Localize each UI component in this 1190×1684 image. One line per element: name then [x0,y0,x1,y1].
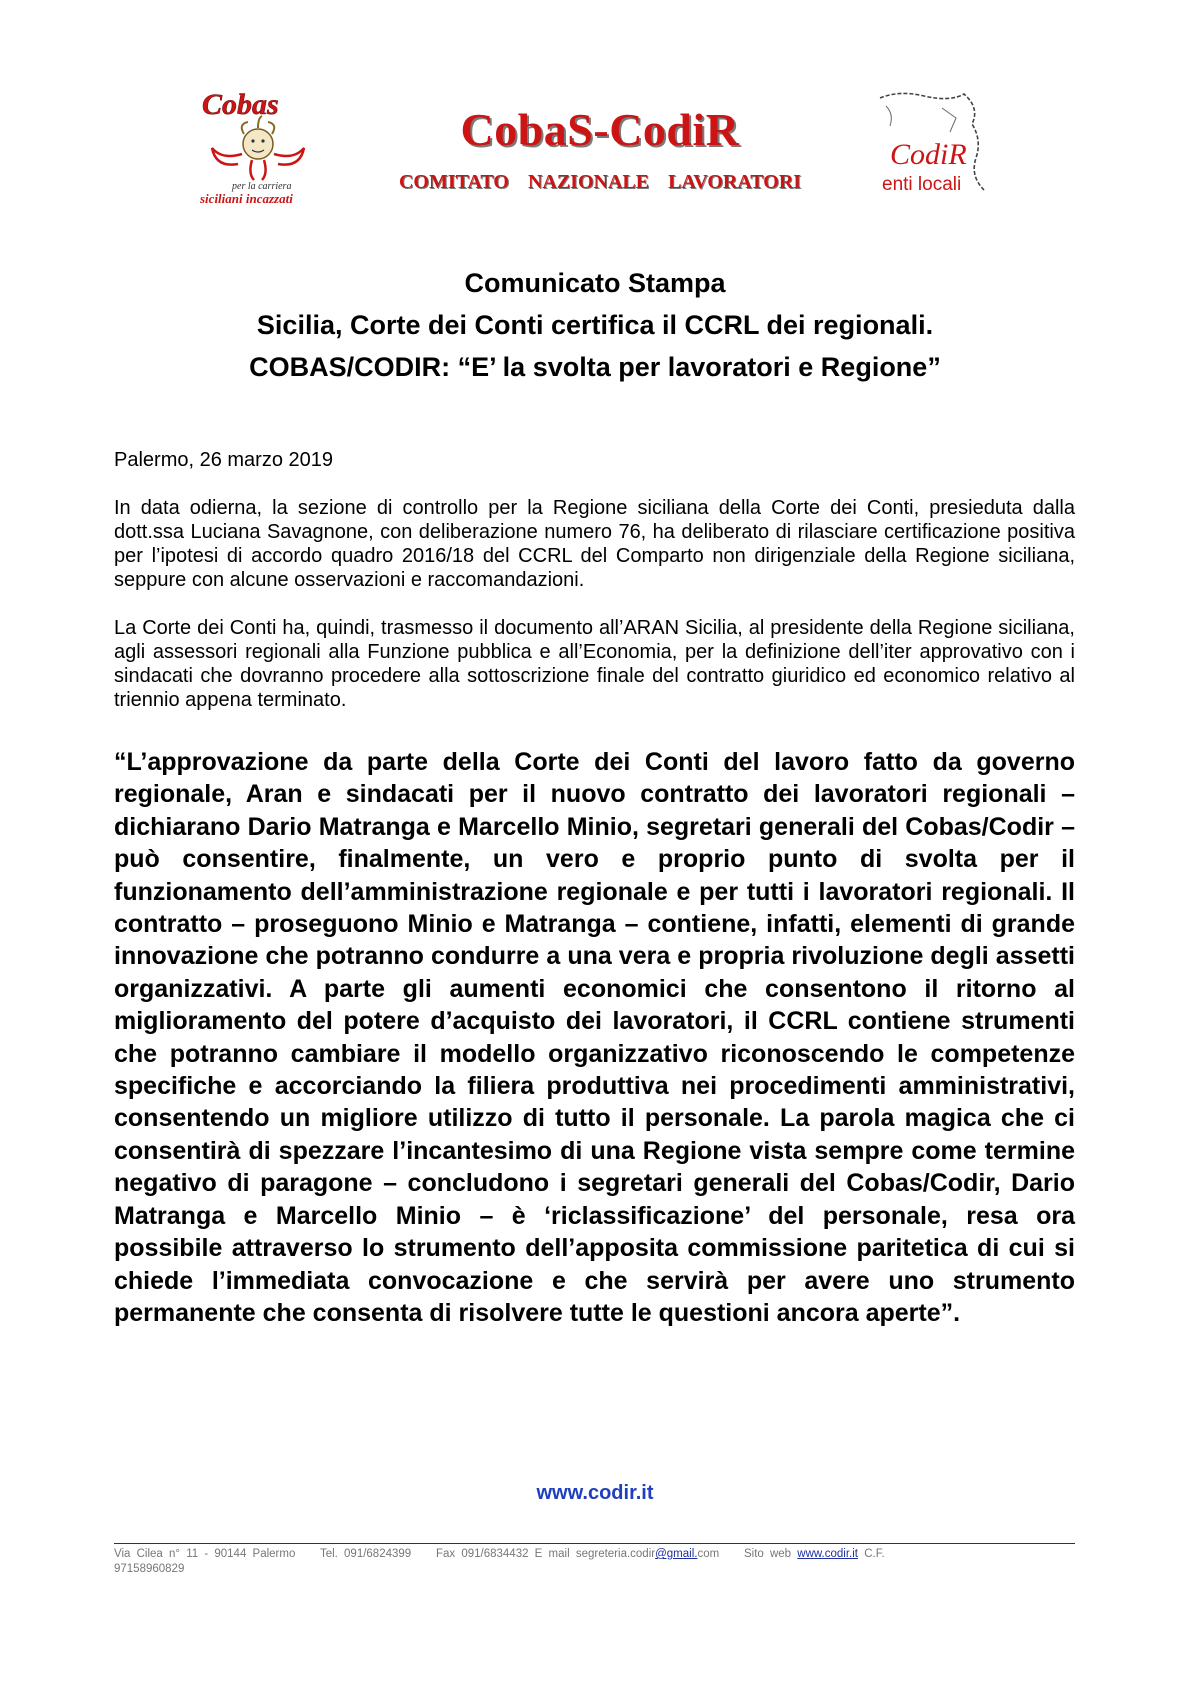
title-line-1: Comunicato Stampa [464,268,726,298]
document-body [114,448,1075,1329]
press-release-title [100,262,1090,388]
quote-paragraph: “L’approvazione da parte della Corte dei Conti del lavoro fatto da governo regionale, Aran e sindacati per il nuovo contratto dei lavoratori regionali – dichiarano Dario Matranga e Marcello Minio, segretari generali del Cobas/Codir – può consentire, finalmente, un vero e proprio punto di svolta per il funzionamento dell’amministrazione regionale e per tutti i lavoratori regionali. Il contratto – proseguono Minio e Matranga – contiene, infatti, elementi di grande innovazione che potranno condurre a una vera e propria rivoluzione degli assetti organizzativi. A parte gli aumenti economici che consentono il ritorno al miglioramento del potere d’acquisto dei lavoratori, il CCRL contiene strumenti che potranno cambiare il modello organizzativo riconoscendo le competenze specifiche e accorciando la filiera produttiva nei procedimenti amministrativi, consentendo un migliore utilizzo di tutto il personale. La parola magica che ci consentirà di spezzare l’incantesimo di una Regione vista sempre come termine negativo di paragone – concludono i segretari generali del Cobas/Codir, Dario Matranga e Marcello Minio – è ‘riclassificazione’ del personale, resa ora possibile attraverso lo strumento dell’apposita commissione paritetica di cui si chiede l’immediata convocazione e che servirà per avere uno strumento permanente che consenta di risolvere tutte le questioni ancora aperte”. [114,748,1075,1327]
footer-tel: Tel. 091/6824399 [319,1548,412,1560]
footer-cf-label: C.F. [864,1548,885,1560]
codir-logo-subtext: enti locali [882,174,962,195]
footer-email-link[interactable]: @gmail. [655,1548,698,1560]
footer-fax-email: Fax 091/6834432 E mail segreteria.codir [435,1548,656,1560]
letterhead [0,0,1190,230]
org-subtitle: COMITATO NAZIONALE LAVORATORI [398,171,802,193]
cobas-logo-line1: per la carriera [232,181,292,192]
paragraph-1: In data odierna, la sezione di controllo per la Regione siciliana della Corte dei Conti, presieduta dalla dott.ssa Luciana Savagnone, con deliberazione numero 76, ha deliberato di rilasciare certificazione positiva per l’ipotesi di accordo quadro 2016/18 del CCRL del Comparto non dirigenziale della Regione siciliana, seppure con alcune osservazioni e raccomandazioni. [114,497,1075,591]
footer-address: Via Cilea n° 11 - 90144 Palermo [114,1548,296,1560]
codir-logo [872,88,1002,200]
org-name: CobaS-CodiR [460,104,740,155]
footer-site-label: Sito web [743,1548,792,1560]
title-line-3: COBAS/CODIR: “E’ la svolta per lavoratori e Regione” [249,352,941,382]
cobas-logo-text: Cobas [202,88,279,121]
paragraph-2: La Corte dei Conti ha, quindi, trasmesso il documento all’ARAN Sicilia, al presidente della Regione siciliana, agli assessori regionali alla Funzione pubblica e all’Economia, per la definizione dell’iter approvativo con i sindacati che dovranno procedere alla sottoscrizione finale del contratto giuridico ed economico relativo al triennio appena terminato. [114,617,1075,711]
footer [114,1547,1075,1577]
cobas-logo [192,88,322,206]
footer-cf-number: 97158960829 [114,1563,185,1575]
footer-site-link[interactable]: www.codir.it [797,1548,858,1560]
dateline: Palermo, 26 marzo 2019 [114,449,334,471]
codir-logo-text: CodiR [890,138,967,171]
title-line-2: Sicilia, Corte dei Conti certifica il CCRL dei regionali. [256,310,934,340]
footer-divider [114,1543,1075,1544]
footer-email-tld: com [697,1548,720,1560]
cobas-logo-line2: siciliani incazzati [200,191,293,206]
website-link[interactable]: www.codir.it [536,1482,654,1504]
